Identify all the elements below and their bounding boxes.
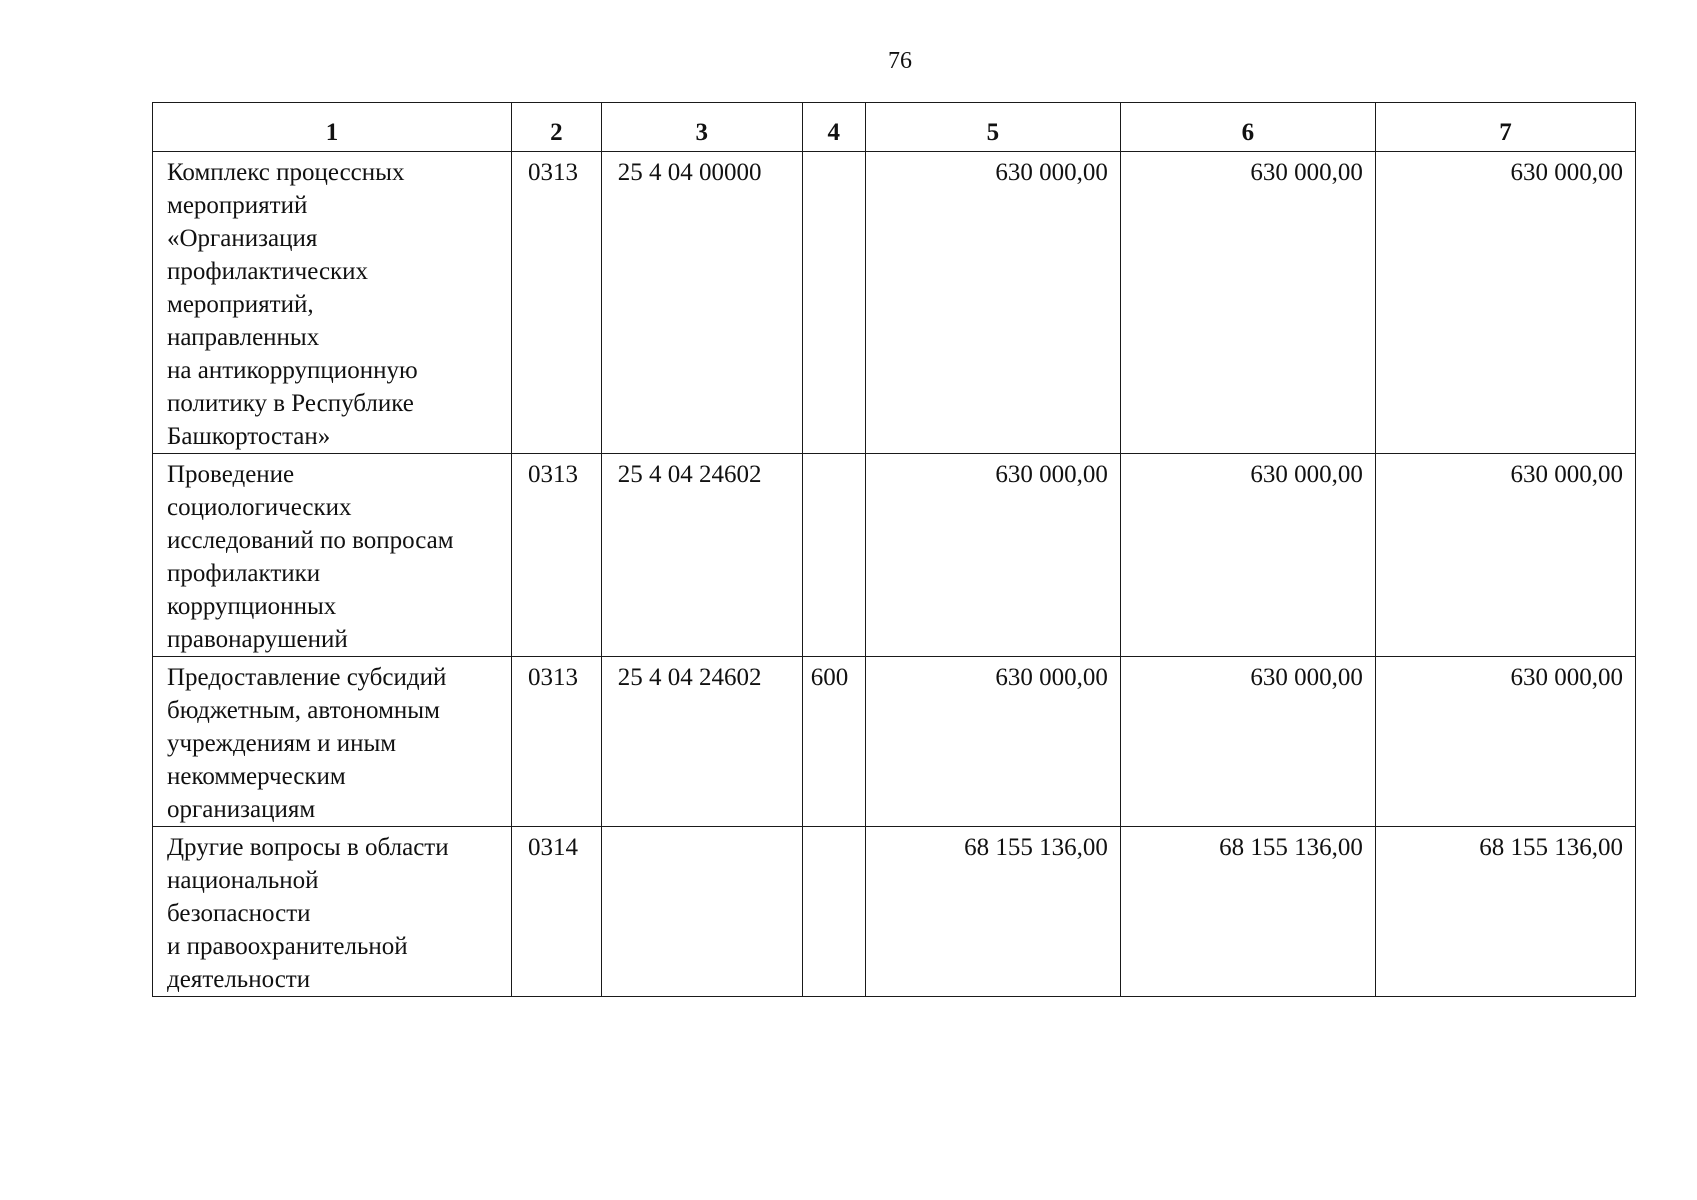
amount-col-7: 630 000,00 bbox=[1375, 657, 1635, 827]
column-header-1: 1 bbox=[153, 103, 512, 152]
page-number: 76 bbox=[888, 48, 912, 74]
amount-col-5: 68 155 136,00 bbox=[865, 827, 1120, 997]
column-header-7: 7 bbox=[1375, 103, 1635, 152]
column-header-4: 4 bbox=[802, 103, 865, 152]
row-name-cell bbox=[153, 657, 512, 827]
table-row bbox=[153, 657, 1636, 827]
section-code: 0313 bbox=[512, 454, 602, 657]
expense-type-code bbox=[802, 454, 865, 657]
row-name: Проведение социологических исследований по вопросам профилактики коррупционных правонарушений bbox=[167, 461, 454, 653]
section-code: 0314 bbox=[512, 827, 602, 997]
expense-type-code bbox=[802, 827, 865, 997]
expense-type-code: 600 bbox=[802, 657, 865, 827]
row-name: Предоставление субсидий бюджетным, автономным учреждениям и иным некоммерческим организациям bbox=[167, 664, 447, 823]
section-code: 0313 bbox=[512, 657, 602, 827]
column-header-5: 5 bbox=[865, 103, 1120, 152]
target-code: 25 4 04 24602 bbox=[601, 454, 802, 657]
table-row bbox=[153, 152, 1636, 454]
target-code bbox=[601, 827, 802, 997]
row-name-cell bbox=[153, 454, 512, 657]
amount-col-7: 630 000,00 bbox=[1375, 152, 1635, 454]
budget-table bbox=[152, 102, 1636, 997]
table-header bbox=[153, 103, 1636, 152]
row-name: Комплекс процессных мероприятий «Организация профилактических мероприятий, направленных на антикоррупционную политику в Республике Башкортостан» bbox=[167, 159, 418, 450]
column-header-2: 2 bbox=[512, 103, 602, 152]
table-row bbox=[153, 827, 1636, 997]
row-name-cell bbox=[153, 152, 512, 454]
amount-col-5: 630 000,00 bbox=[865, 657, 1120, 827]
table-body bbox=[153, 152, 1636, 997]
amount-col-5: 630 000,00 bbox=[865, 152, 1120, 454]
amount-col-6: 630 000,00 bbox=[1120, 657, 1375, 827]
table-row bbox=[153, 454, 1636, 657]
header-row bbox=[153, 103, 1636, 152]
column-header-3: 3 bbox=[601, 103, 802, 152]
amount-col-7: 68 155 136,00 bbox=[1375, 827, 1635, 997]
row-name: Другие вопросы в области национальной безопасности и правоохранительной деятельности bbox=[167, 834, 449, 993]
column-header-6: 6 bbox=[1120, 103, 1375, 152]
amount-col-7: 630 000,00 bbox=[1375, 454, 1635, 657]
amount-col-6: 630 000,00 bbox=[1120, 152, 1375, 454]
section-code: 0313 bbox=[512, 152, 602, 454]
amount-col-5: 630 000,00 bbox=[865, 454, 1120, 657]
target-code: 25 4 04 00000 bbox=[601, 152, 802, 454]
expense-type-code bbox=[802, 152, 865, 454]
row-name-cell bbox=[153, 827, 512, 997]
amount-col-6: 68 155 136,00 bbox=[1120, 827, 1375, 997]
amount-col-6: 630 000,00 bbox=[1120, 454, 1375, 657]
target-code: 25 4 04 24602 bbox=[601, 657, 802, 827]
